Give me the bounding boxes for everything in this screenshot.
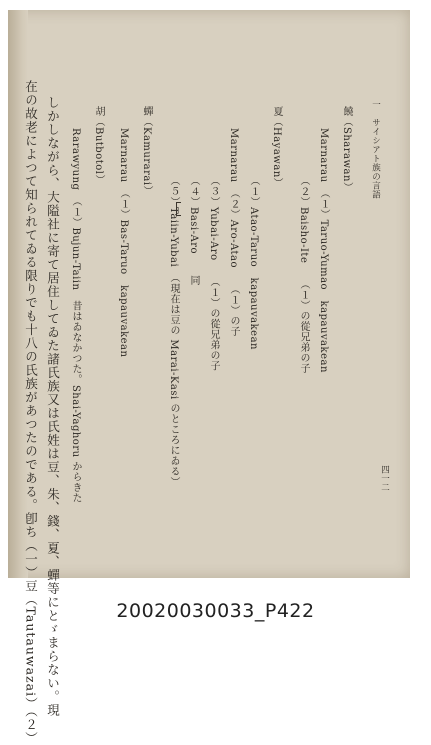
entry-heading-sharawan: 饒（Sharawan） xyxy=(341,106,352,193)
entry-heading-butbotol: 胡（Butbotol） xyxy=(93,106,104,185)
page-number: 四一二 xyxy=(379,465,390,492)
entry-line: Rarawyung （１）Bujun-Taiin 昔はゐなかつた。Shai-Yaghoru からきた xyxy=(70,128,81,504)
entry-line: Marnarau （２）Aro-Atao （１）の子 xyxy=(228,128,239,337)
image-caption: 20020030033_P422 xyxy=(116,600,315,622)
entry-line: （２）Baisho-Ite （１）の從兄弟の子 xyxy=(298,128,309,374)
entry-line: （４）Basi-Aro 同 xyxy=(188,128,199,286)
entry-line: （５）Taiin-Yubai （現在は豆の Marai-Kasi のところにゐる） xyxy=(168,128,179,488)
entry-line: Marnarau （１）Bas-Taruo kapauvakean xyxy=(118,128,129,358)
entry-line: （１）Atao-Taruo kapauvakean xyxy=(248,128,259,350)
body-text-line: 在の故老によつて知られてゐる限りでも十八の氏族があつたのである。卽ち（一）豆（Tautauwazai）（２） xyxy=(23,80,39,745)
running-header: 一 サイシアト族の言語 xyxy=(370,100,381,199)
body-text-line: しかしながら、大隘社に寄て居住してゐた諸氏族又は氏姓は豆、朱、錢、夏、蟬等にとゞまらない。現 xyxy=(45,96,61,717)
entry-line: Marnarau （１）Taruo-Yumao kapauvakean xyxy=(318,128,329,373)
entry-line: （３）Yubai-Aro （１）の從兄弟の子 xyxy=(208,128,219,372)
grouping-brace xyxy=(176,202,181,216)
entry-heading-kamurarai: 蟬（Kamurarai） xyxy=(141,106,152,197)
entry-heading-hayawan: 夏（Hayawan） xyxy=(271,106,282,189)
